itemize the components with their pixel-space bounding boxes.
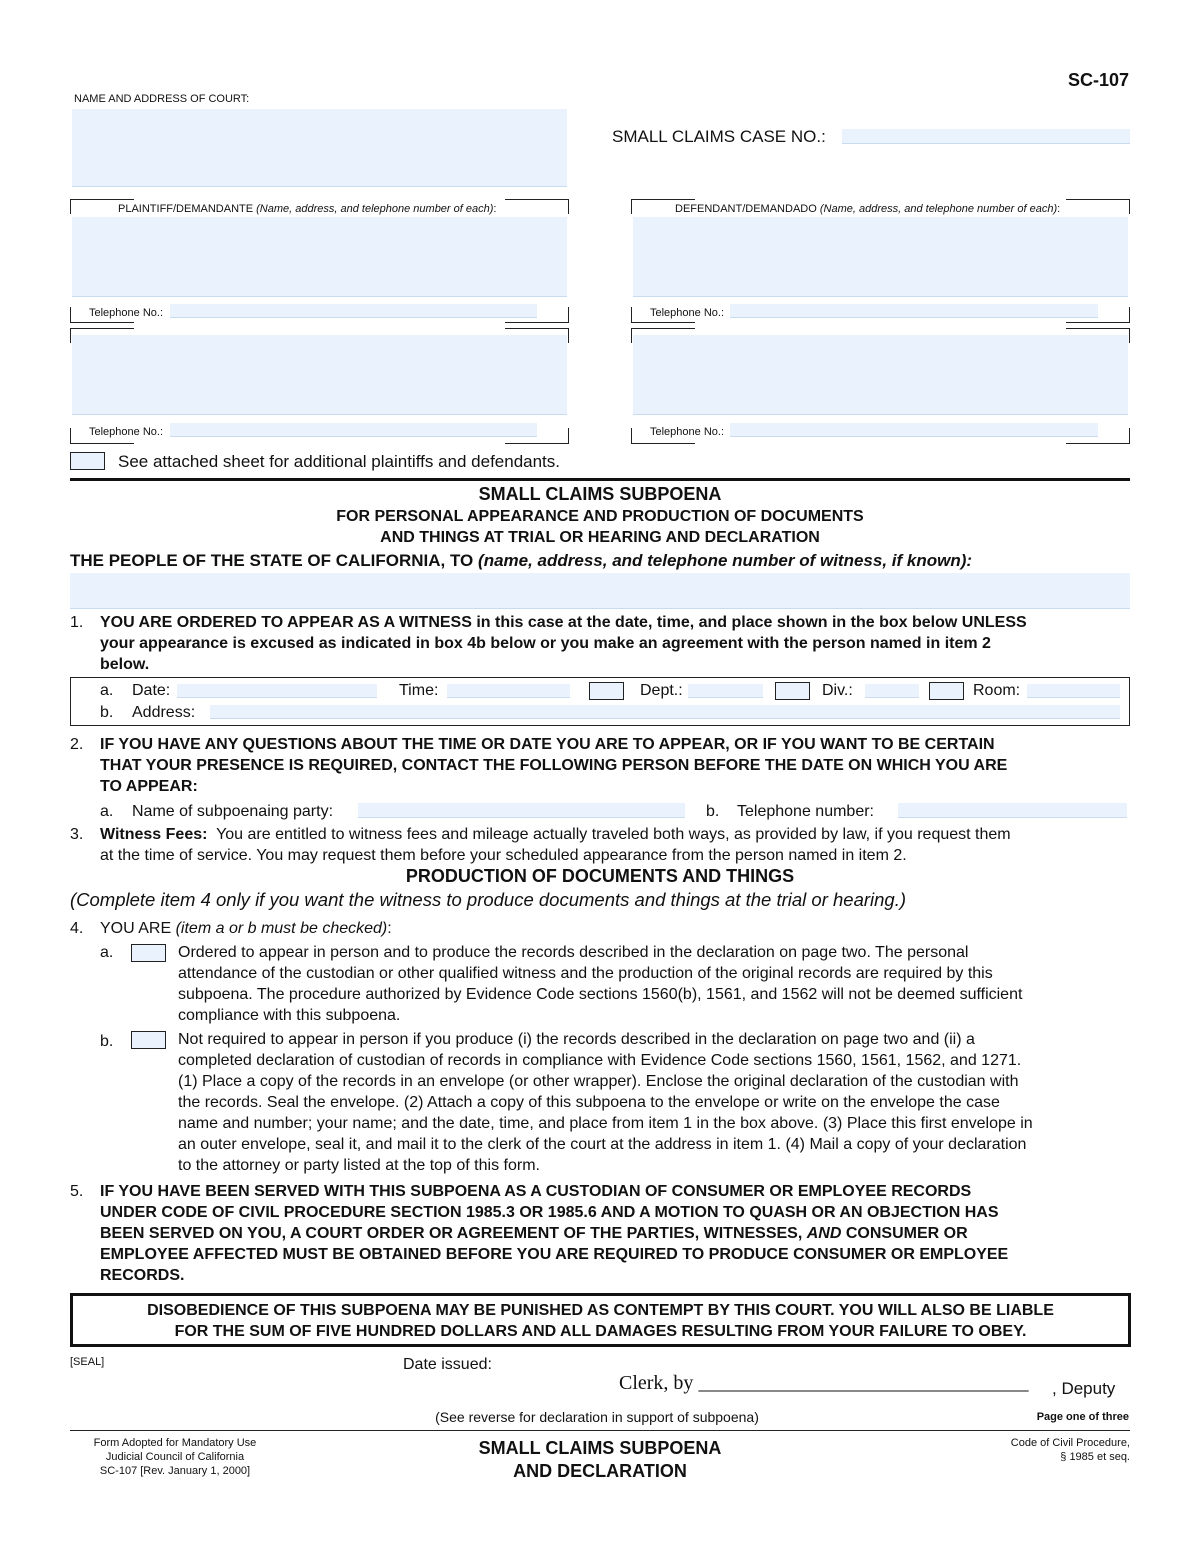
item-4a-checkbox[interactable]	[131, 944, 166, 962]
attached-sheet-checkbox[interactable]	[70, 452, 105, 470]
plaintiff-2-field[interactable]	[72, 335, 567, 415]
item-2a-label: a.	[100, 803, 114, 820]
plaintiff-1-field[interactable]	[72, 217, 567, 297]
item-5-text: IF YOU HAVE BEEN SERVED WITH THIS SUBPOENA AS A CUSTODIAN OF CONSUMER OR EMPLOYEE RECORDS UNDER CODE OF CIVIL PROCEDURE SECTION 1985.3 OR 1985.6 AND A MOTION TO QUASH OR AN OBJECTION HAS BEEN SERVED ON YOU, A COURT ORDER OR AGREEMENT OF THE PARTIES, WITNESSES, AND CONSUMER OR EMPLOYEE AFFECTED MUST BE OBTAINED BEFORE YOU ARE REQUIRED TO PRODUCE CONSUMER OR EMPLOYEE RECORDS.	[100, 1183, 1009, 1284]
defendant-1-telephone-field[interactable]	[730, 304, 1098, 318]
date-label: Date:	[132, 682, 171, 699]
item-1-number: 1.	[70, 614, 84, 631]
item-3-number: 3.	[70, 826, 84, 843]
defendant-2-telephone-field[interactable]	[730, 423, 1098, 437]
dept-label: Dept.:	[640, 682, 683, 699]
defendant-2-field[interactable]	[633, 335, 1128, 415]
item-2b-label: b.	[706, 803, 720, 820]
item-1a-label: a.	[100, 682, 114, 699]
plaintiff-label: PLAINTIFF/DEMANDANTE (Name, address, and telephone number of each):	[118, 203, 497, 215]
attached-sheet-label: See attached sheet for additional plaintiffs and defendants.	[118, 452, 561, 471]
court-label: NAME AND ADDRESS OF COURT:	[74, 93, 250, 105]
room-label: Room:	[973, 682, 1021, 699]
item-4a-text: Ordered to appear in person and to produce the records described in the declaration on page two. The personal attendance of the custodian or other qualified witness and the production of the original records are required by this subpoena. The procedure authorized by Evidence Code sections 1560(b), 1561, and 1562 will not be deemed sufficient compliance with this subpoena.	[178, 944, 1023, 1024]
div-field[interactable]	[865, 684, 919, 698]
form-number: SC-107	[1067, 70, 1129, 90]
telephone-number-field[interactable]	[898, 803, 1127, 818]
contempt-warning-line-1: DISOBEDIENCE OF THIS SUBPOENA MAY BE PUNISHED AS CONTEMPT BY THIS COURT. YOU WILL ALSO BE LIABLE	[147, 1302, 1054, 1319]
item-2-number: 2.	[70, 736, 84, 753]
deputy-label: , Deputy	[1052, 1379, 1116, 1398]
date-field[interactable]	[177, 684, 377, 698]
clerk-signature-line[interactable]: Clerk, by _________________________________	[619, 1372, 1029, 1394]
production-note: (Complete item 4 only if you want the witness to produce documents and things at the trial or hearing.)	[70, 889, 907, 910]
page-number: Page one of three	[1036, 1411, 1129, 1423]
footer-left: Form Adopted for Mandatory Use Judicial Council of California SC-107 [Rev. January 1, 2000]	[93, 1437, 257, 1477]
room-checkbox[interactable]	[929, 682, 964, 700]
div-label: Div.:	[822, 682, 853, 699]
item-4b-checkbox[interactable]	[131, 1031, 166, 1049]
people-heading: THE PEOPLE OF THE STATE OF CALIFORNIA, TO (name, address, and telephone number of witness, if known):	[70, 551, 973, 570]
case-no-field[interactable]	[842, 129, 1130, 144]
item-4a-label: a.	[100, 944, 114, 961]
court-name-address-field[interactable]	[72, 109, 567, 187]
plaintiff-2-telephone-field[interactable]	[170, 423, 537, 437]
form-title: SMALL CLAIMS SUBPOENA	[478, 484, 722, 504]
item-5-number: 5.	[70, 1183, 84, 1200]
defendant-1-telephone-label: Telephone No.:	[650, 307, 724, 319]
footer-divider	[70, 1430, 1130, 1431]
item-4b-text: Not required to appear in person if you produce (i) the records described in the declaration on page two and (ii) a completed declaration of custodian of records in compliance with Evidence Code sections 1560, 1561, 1562, and 1271. (1) Place a copy of the records in an envelope (or other wrapper). Enclose the original declaration of the custodian with the records. Seal the envelope. (2) Attach a copy of this subpoena to the envelope or write on the envelope the case name and number; your name; and the date, time, and place from item 1 in the box above. (3) Place this first envelope in an outer envelope, seal it, and mail it to the clerk of the court at the address in item 1. (4) Mail a copy of your declaration to the attorney or party listed at the top of this form.	[178, 1031, 1033, 1174]
footer-title: SMALL CLAIMS SUBPOENA AND DECLARATION	[478, 1438, 722, 1481]
footer-right: Code of Civil Procedure, § 1985 et seq.	[1010, 1437, 1130, 1463]
item-4b-label: b.	[100, 1033, 114, 1050]
seal-label: [SEAL]	[70, 1356, 105, 1368]
plaintiff-2-telephone-label: Telephone No.:	[89, 426, 163, 438]
address-field[interactable]	[210, 705, 1120, 719]
plaintiff-1-telephone-field[interactable]	[170, 304, 537, 318]
witness-field[interactable]	[70, 573, 1130, 609]
div-checkbox[interactable]	[775, 682, 810, 700]
time-field[interactable]	[447, 684, 570, 698]
item-1b-label: b.	[100, 704, 114, 721]
item-1-text: YOU ARE ORDERED TO APPEAR AS A WITNESS in this case at the date, time, and place shown in the box below UNLESS your appearance is excused as indicated in box 4b below or you make an agreement with the person named in item 2 below.	[100, 614, 1027, 673]
production-heading: PRODUCTION OF DOCUMENTS AND THINGS	[405, 866, 795, 886]
case-no-label: SMALL CLAIMS CASE NO.:	[612, 127, 826, 146]
contempt-warning-box	[70, 1293, 1131, 1347]
item-4-lead: YOU ARE (item a or b must be checked):	[100, 920, 392, 937]
dept-field[interactable]	[688, 684, 763, 698]
see-reverse-note: (See reverse for declaration in support of subpoena)	[435, 1409, 759, 1425]
title-divider	[70, 478, 1130, 481]
date-issued-label: Date issued:	[403, 1356, 492, 1373]
plaintiff-1-telephone-label: Telephone No.:	[89, 307, 163, 319]
defendant-label: DEFENDANT/DEMANDADO (Name, address, and telephone number of each):	[675, 203, 1061, 215]
item-4-number: 4.	[70, 920, 84, 937]
time-label: Time:	[399, 682, 439, 699]
dept-checkbox[interactable]	[589, 682, 624, 700]
item-2-text: IF YOU HAVE ANY QUESTIONS ABOUT THE TIME OR DATE YOU ARE TO APPEAR, OR IF YOU WANT TO BE CERTAIN THAT YOUR PRESENCE IS REQUIRED, CONTACT THE FOLLOWING PERSON BEFORE THE DATE ON WHICH YOU ARE TO APPEAR:	[100, 736, 1008, 795]
address-label: Address:	[132, 704, 196, 721]
defendant-1-field[interactable]	[633, 217, 1128, 297]
item-3-text: Witness Fees: You are entitled to witness fees and mileage actually traveled both ways, as provided by law, if you request them at the time of service. You may request them before your scheduled appearance from the person named in item 2.	[100, 826, 1011, 864]
telephone-number-label: Telephone number:	[737, 803, 874, 820]
room-field[interactable]	[1027, 684, 1120, 698]
form-subtitle-2: AND THINGS AT TRIAL OR HEARING AND DECLARATION	[380, 529, 820, 546]
subpoenaing-party-field[interactable]	[358, 803, 685, 818]
form-subtitle-1: FOR PERSONAL APPEARANCE AND PRODUCTION OF DOCUMENTS	[336, 508, 864, 525]
contempt-warning-line-2: FOR THE SUM OF FIVE HUNDRED DOLLARS AND ALL DAMAGES RESULTING FROM YOUR FAILURE TO OBEY.	[174, 1323, 1027, 1340]
subpoenaing-party-label: Name of subpoenaing party:	[132, 803, 334, 820]
defendant-2-telephone-label: Telephone No.:	[650, 426, 724, 438]
